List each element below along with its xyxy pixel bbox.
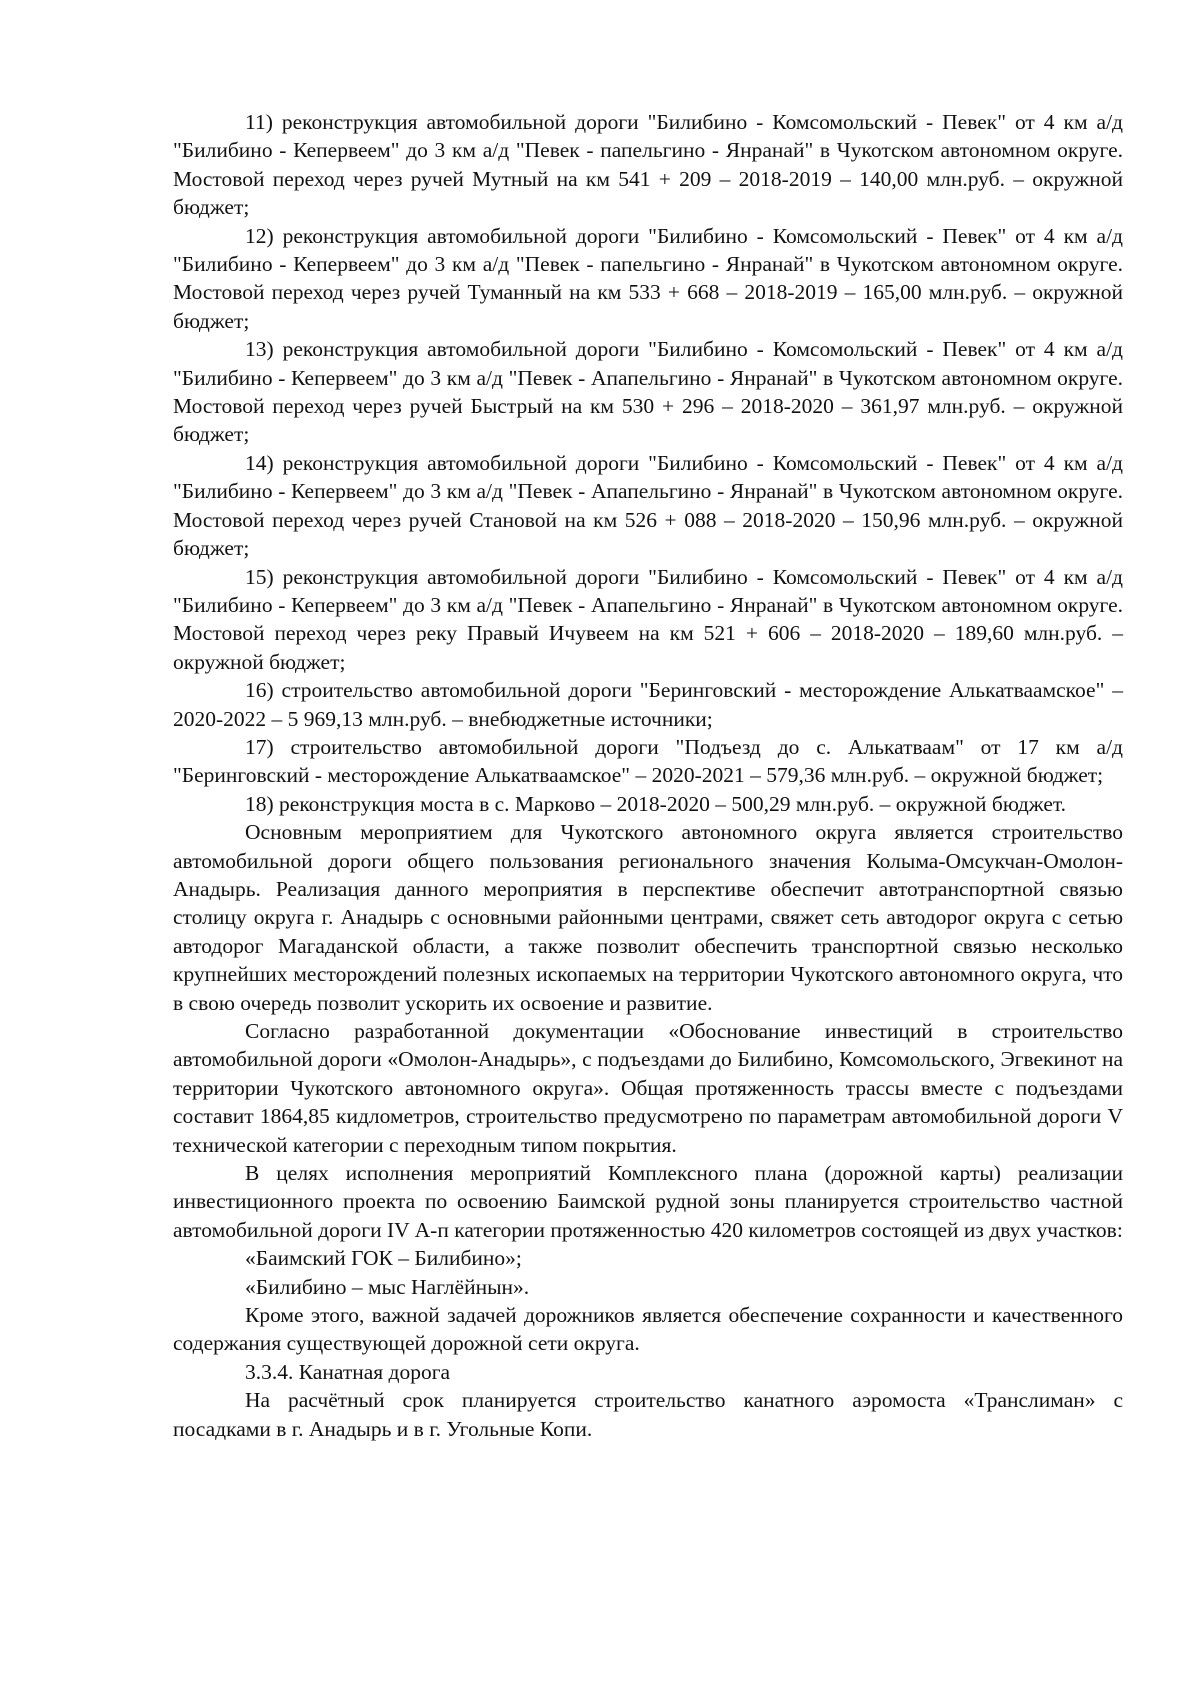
paragraph-maintenance: Кроме этого, важной задачей дорожников является обеспечение сохранности и качественного содержания существующей дорожной сети округа.	[173, 1303, 1123, 1356]
paragraph-cable-bridge: На расчётный срок планируется строительство канатного аэромоста «Транслиман» с посадками в г. Анадырь и в г. Угольные Копи.	[173, 1388, 1123, 1441]
list-item-18: 18) реконструкция моста в с. Марково – 2018-2020 – 500,29 млн.руб. – окружной бюджет.	[245, 791, 1067, 816]
list-item-11: 11) реконструкция автомобильной дороги "Билибино - Комсомольский - Певек" от 4 км а/д "Билибино - Кепервеем" до 3 км а/д "Певек - папельгино - Янранай" в Чукотском автономном округе. Мостовой переход через ручей Мутный на км 541 + 209 – 2018-2019 – 140,00 млн.руб. – окружной бюджет;	[173, 110, 1123, 220]
section-heading-cable-road: 3.3.4. Канатная дорога	[245, 1359, 451, 1384]
paragraph-baim-zone: В целях исполнения мероприятий Комплексного плана (дорожной карты) реализации инвестиционного проекта по освоению Баимской рудной зоны планируется строительство частной автомобильной дороги IV А-п категории протяженностью 420 километров состоящей из двух участков:	[173, 1161, 1123, 1242]
section-item-bilibino-cape: «Билибино – мыс Наглёйнын».	[245, 1274, 530, 1299]
document-page	[173, 108, 1123, 1443]
paragraph-investment-docs: Согласно разработанной документации «Обоснование инвестиций в строительство автомобильной дороги «Омолон-Анадырь», с подъездами до Билибино, Комсомольского, Эгвекинот на территории Чукотского автономного округа». Общая протяженность трассы вместе с подъездами составит 1864,85 кидлометров, строительство предусмотрено по параметрам автомобильной дороги V технической категории с переходным типом покрытия.	[173, 1019, 1123, 1157]
list-item-15: 15) реконструкция автомобильной дороги "Билибино - Комсомольский - Певек" от 4 км а/д "Билибино - Кепервеем" до 3 км а/д "Певек - Апапельгино - Янранай" в Чукотском автономном округе. Мостовой переход через реку Правый Ичувеем на км 521 + 606 – 2018-2020 – 189,60 млн.руб. – окружной бюджет;	[173, 564, 1123, 674]
list-item-16: 16) строительство автомобильной дороги "Беринговский - месторождение Алькатваамское" – 2020-2022 – 5 969,13 млн.руб. – внебюджетные источники;	[173, 678, 1123, 731]
list-item-12: 12) реконструкция автомобильной дороги "Билибино - Комсомольский - Певек" от 4 км а/д "Билибино - Кепервеем" до 3 км а/д "Певек - папельгино - Янранай" в Чукотском автономном округе. Мостовой переход через ручей Туманный на км 533 + 668 – 2018-2019 – 165,00 млн.руб. – окружной бюджет;	[173, 223, 1123, 333]
list-item-17: 17) строительство автомобильной дороги "Подъезд до с. Алькатваам" от 17 км а/д "Беринговский - месторождение Алькатваамское" – 2020-2021 – 579,36 млн.руб. – окружной бюджет;	[173, 734, 1123, 788]
list-item-13: 13) реконструкция автомобильной дороги "Билибино - Комсомольский - Певек" от 4 км а/д "Билибино - Кепервеем" до 3 км а/д "Певек - Апапельгино - Янранай" в Чукотском автономном округе. Мостовой переход через ручей Быстрый на км 530 + 296 – 2018-2020 – 361,97 млн.руб. – окружной бюджет;	[173, 337, 1123, 447]
section-item-baim-bilibino: «Баимский ГОК – Билибино»;	[245, 1246, 522, 1271]
paragraph-main-measure: Основным мероприятием для Чукотского автономного округа является строительство автомобильной дороги общего пользования регионального значения Колыма-Омсукчан-Омолон-Анадырь. Реализация данного мероприятия в перспективе обеспечит автотранспортной связью столицу округа г. Анадырь с основными районными центрами, свяжет сеть автодорог округа с сетью автодорог Магаданской области, а также позволит обеспечить транспортной связью несколько крупнейших месторождений полезных ископаемых на территории Чукотского автономного округа, что в свою очередь позволит ускорить их освоение и развитие.	[173, 820, 1123, 1015]
list-item-14: 14) реконструкция автомобильной дороги "Билибино - Комсомольский - Певек" от 4 км а/д "Билибино - Кепервеем" до 3 км а/д "Певек - Апапельгино - Янранай" в Чукотском автономном округе. Мостовой переход через ручей Становой на км 526 + 088 – 2018-2020 – 150,96 млн.руб. – окружной бюджет;	[173, 450, 1123, 561]
